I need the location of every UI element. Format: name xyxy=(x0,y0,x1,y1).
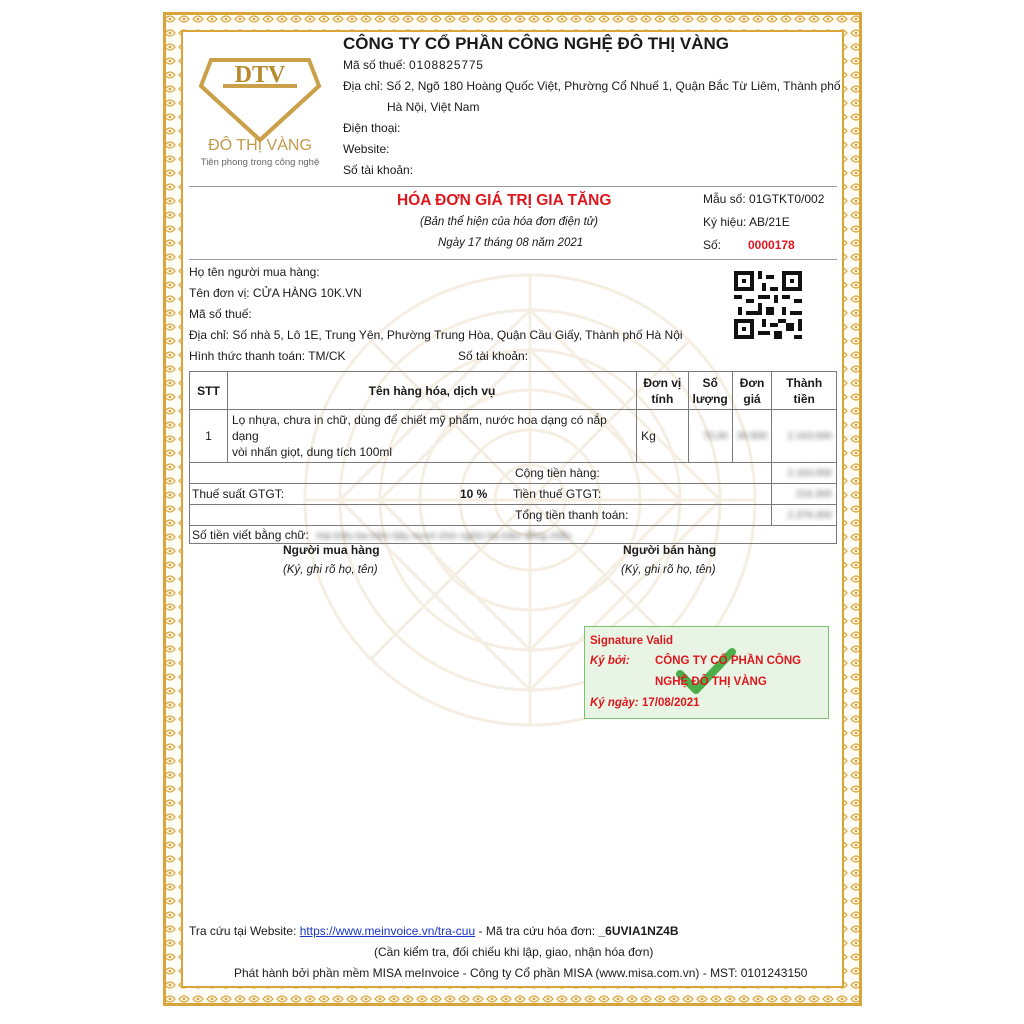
subtotal-row xyxy=(190,463,837,484)
vat-rate-value: 10 % xyxy=(460,487,488,501)
signed-by-line2: NGHỆ ĐÔ THỊ VÀNG xyxy=(655,676,767,688)
col-total-label-2: tiền xyxy=(793,391,815,406)
row-total: 2.163.000 xyxy=(772,410,837,463)
title-divider xyxy=(189,259,837,260)
company-tax-value: 0108825775 xyxy=(409,58,484,72)
svg-text:Tiên phong trong công nghệ: Tiên phong trong công nghệ xyxy=(200,157,320,168)
lookup-prefix: Tra cứu tại Website: xyxy=(189,924,297,938)
row-name xyxy=(227,410,636,463)
vat-row xyxy=(190,484,837,505)
company-tax-label: Mã số thuế: xyxy=(343,58,406,72)
grand-total-value: 2.379.300 xyxy=(772,505,837,526)
grand-total-label: Tổng tiền thanh toán: xyxy=(190,505,637,526)
in-words-row xyxy=(190,526,837,544)
row-unit: Kg xyxy=(637,410,688,463)
vat-label-cell xyxy=(190,484,637,505)
col-qty xyxy=(688,372,732,410)
issuer-note: Phát hành bởi phần mềm MISA meInvoice - Công ty Cổ phần MISA (www.misa.com.vn) - MST: 0101243150 xyxy=(234,966,808,980)
company-logo xyxy=(193,42,327,172)
invoice-date: Ngày 17 tháng 08 năm 2021 xyxy=(438,237,584,249)
row-stt: 1 xyxy=(190,410,228,463)
col-qty-label-1: Số xyxy=(702,375,718,390)
grand-total-spacer xyxy=(637,505,772,526)
vat-rate-label: Thuế suất GTGT: xyxy=(192,487,285,501)
invoice-subtitle: (Bản thể hiện của hóa đơn điện tử) xyxy=(420,216,598,228)
buyer-unit: Tên đơn vị: CỬA HÀNG 10K.VN xyxy=(189,286,362,300)
company-name: CÔNG TY CỔ PHẦN CÔNG NGHỆ ĐÔ THỊ VÀNG xyxy=(343,34,729,53)
buyer-tax-label: Mã số thuế: xyxy=(189,307,252,321)
company-phone-label: Điện thoại: xyxy=(343,121,401,135)
table-row xyxy=(190,410,837,463)
row-name-line1: Lọ nhựa, chưa in chữ, dùng để chiết mỹ phẩm, nước hoa dạng có nắp dạng xyxy=(231,413,607,443)
invoice-number-value: 0000178 xyxy=(748,238,795,252)
signature-valid-text: Signature Valid xyxy=(590,635,674,647)
col-stt-label: STT xyxy=(197,383,220,398)
col-unit-label-2: tính xyxy=(651,391,674,406)
col-total xyxy=(772,372,837,410)
subtotal-value: 2.163.000 xyxy=(772,463,837,484)
buyer-account-label: Số tài khoản: xyxy=(458,349,529,363)
invoice-number-label: Số: xyxy=(703,238,722,252)
signed-by-line1: CÔNG TY CỔ PHẦN CÔNG xyxy=(655,655,802,667)
lookup-line xyxy=(189,924,679,938)
svg-text:DTV: DTV xyxy=(234,62,286,88)
buyer-address: Địa chỉ: Số nhà 5, Lô 1E, Trung Yên, Phường Trung Hòa, Quận Cầu Giấy, Thành phố Hà Nội xyxy=(189,328,683,342)
in-words-label: Số tiền viết bằng chữ: xyxy=(192,527,309,542)
seller-sign-title: Người bán hàng xyxy=(623,543,717,557)
col-price xyxy=(732,372,772,410)
row-qty: 70,00 xyxy=(688,410,732,463)
subtotal-label: Cộng tiền hàng: xyxy=(190,463,637,484)
signed-by-label: Ký bởi: xyxy=(590,655,630,667)
col-unit xyxy=(637,372,688,410)
row-price: 30.900 xyxy=(732,410,772,463)
buyer-sign-hint: (Ký, ghi rõ họ, tên) xyxy=(283,564,378,576)
company-website-label: Website: xyxy=(343,142,390,156)
invoice-title: HÓA ĐƠN GIÁ TRỊ GIA TĂNG xyxy=(397,192,612,209)
col-qty-label-2: lượng xyxy=(692,391,728,406)
grand-total-row xyxy=(190,505,837,526)
buyer-sign-title: Người mua hàng xyxy=(283,543,380,557)
qr-code-icon[interactable] xyxy=(734,271,802,339)
buyer-name-label: Họ tên người mua hàng: xyxy=(189,265,320,279)
in-words-cell xyxy=(190,526,837,544)
subtotal-spacer xyxy=(637,463,772,484)
lookup-url-link[interactable]: https://www.meinvoice.vn/tra-cuu xyxy=(299,924,476,938)
invoice-form-no: Mẫu số: 01GTKT0/002 xyxy=(703,192,825,206)
col-price-label-1: Đơn xyxy=(739,375,765,390)
signed-date-label: Ký ngày: xyxy=(590,697,639,709)
lookup-code-label: - Mã tra cứu hóa đơn: xyxy=(478,924,596,938)
col-unit-label-1: Đơn vị xyxy=(643,375,682,390)
col-stt xyxy=(190,372,228,410)
company-address-line2: Hà Nội, Việt Nam xyxy=(387,100,480,114)
col-name xyxy=(227,372,636,410)
col-price-label-2: giá xyxy=(743,391,761,406)
invoice-symbol: Ký hiệu: AB/21E xyxy=(703,215,790,229)
company-account-label: Số tài khoản: xyxy=(343,163,414,177)
vat-amount-value: 216.300 xyxy=(772,484,837,505)
items-table xyxy=(189,371,837,544)
in-words-value: Hai triệu ba trăm bảy mươi chín nghìn ba trăm đồng chẵn. xyxy=(316,530,574,542)
check-note: (Cần kiểm tra, đối chiếu khi lập, giao, nhận hóa đơn) xyxy=(374,945,654,959)
header-divider xyxy=(189,186,837,187)
vat-spacer xyxy=(637,484,772,505)
row-name-line2: vòi nhấn giọt, dung tích 100ml xyxy=(231,445,393,459)
company-address-line1: Địa chỉ: Số 2, Ngõ 180 Hoàng Quốc Việt, Phường Cổ Nhuế 1, Quận Bắc Từ Liêm, Thành phố xyxy=(343,79,841,93)
buyer-payment: Hình thức thanh toán: TM/CK xyxy=(189,349,346,363)
signed-date-value: 17/08/2021 xyxy=(642,697,700,709)
col-name-label: Tên hàng hóa, dịch vụ xyxy=(368,383,496,398)
vat-amount-label: Tiền thuế GTGT: xyxy=(513,487,602,501)
col-total-label-1: Thành xyxy=(786,375,823,390)
seller-sign-hint: (Ký, ghi rõ họ, tên) xyxy=(621,564,716,576)
svg-text:ĐÔ THỊ VÀNG: ĐÔ THỊ VÀNG xyxy=(208,137,312,154)
table-header-row xyxy=(190,372,837,410)
company-tax-row xyxy=(343,58,484,72)
lookup-code: _6UVIA1NZ4B xyxy=(598,924,679,938)
